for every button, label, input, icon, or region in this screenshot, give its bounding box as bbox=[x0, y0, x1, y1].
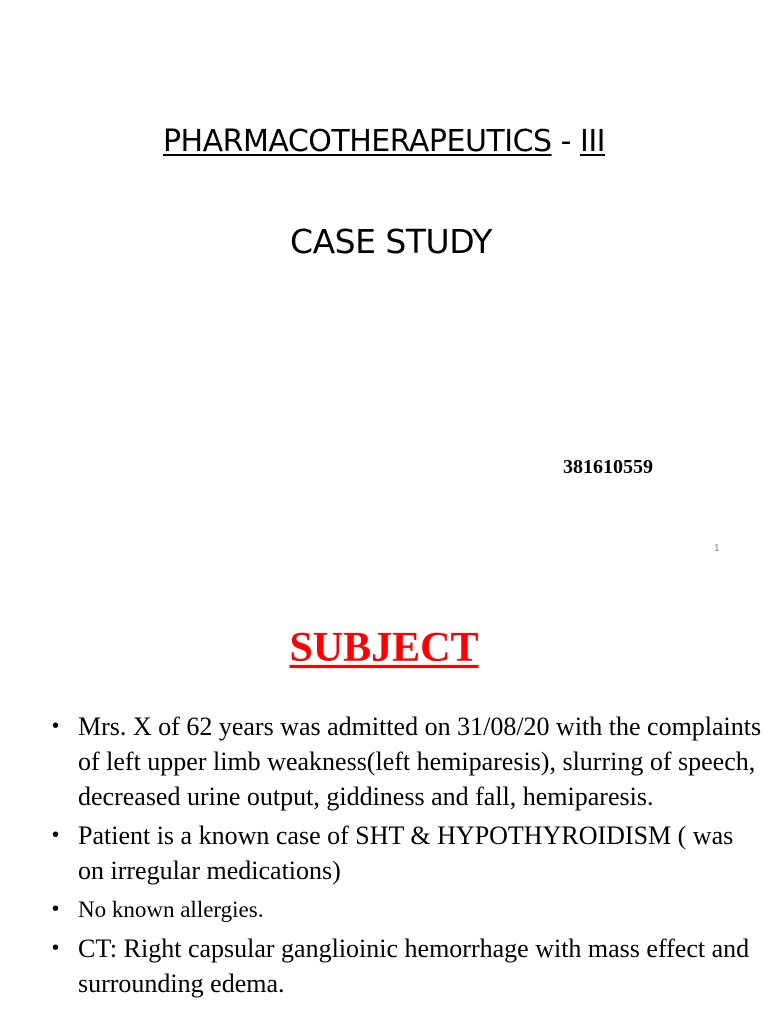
bullet-icon: • bbox=[52, 824, 60, 846]
section-heading: SUBJECT bbox=[289, 625, 479, 671]
roll-number: 381610559 bbox=[563, 456, 653, 478]
bullet-text: CT: Right capsular ganglioinic hemorrhage with mass effect and surrounding edema. bbox=[78, 934, 750, 998]
list-item bbox=[52, 931, 762, 1001]
page-number: 1 bbox=[714, 543, 720, 554]
bullet-icon: • bbox=[52, 937, 60, 959]
bullet-list bbox=[52, 709, 762, 1005]
title-course: PHARMACOTHERAPEUTICS bbox=[162, 124, 552, 159]
slide-2 bbox=[0, 584, 768, 1024]
bullet-text: Patient is a known case of SHT & HYPOTHYROIDISM ( was on irregular medications) bbox=[78, 821, 734, 885]
list-item bbox=[52, 892, 762, 927]
bullet-text: Mrs. X of 62 years was admitted on 31/08/20 with the complaints of left upper limb weakness(left hemiparesis), slurring of speech, decreased urine output, giddiness and fall, hemiparesis. bbox=[78, 712, 762, 811]
bullet-icon: • bbox=[52, 898, 60, 920]
bullet-icon: • bbox=[52, 715, 60, 737]
bullet-text: No known allergies. bbox=[78, 897, 264, 922]
title-separator: - bbox=[551, 124, 580, 159]
title-part-number: III bbox=[579, 124, 606, 159]
slide-title bbox=[0, 124, 768, 159]
list-item bbox=[52, 709, 762, 814]
list-item bbox=[52, 818, 762, 888]
slide-subtitle: CASE STUDY bbox=[290, 222, 492, 261]
